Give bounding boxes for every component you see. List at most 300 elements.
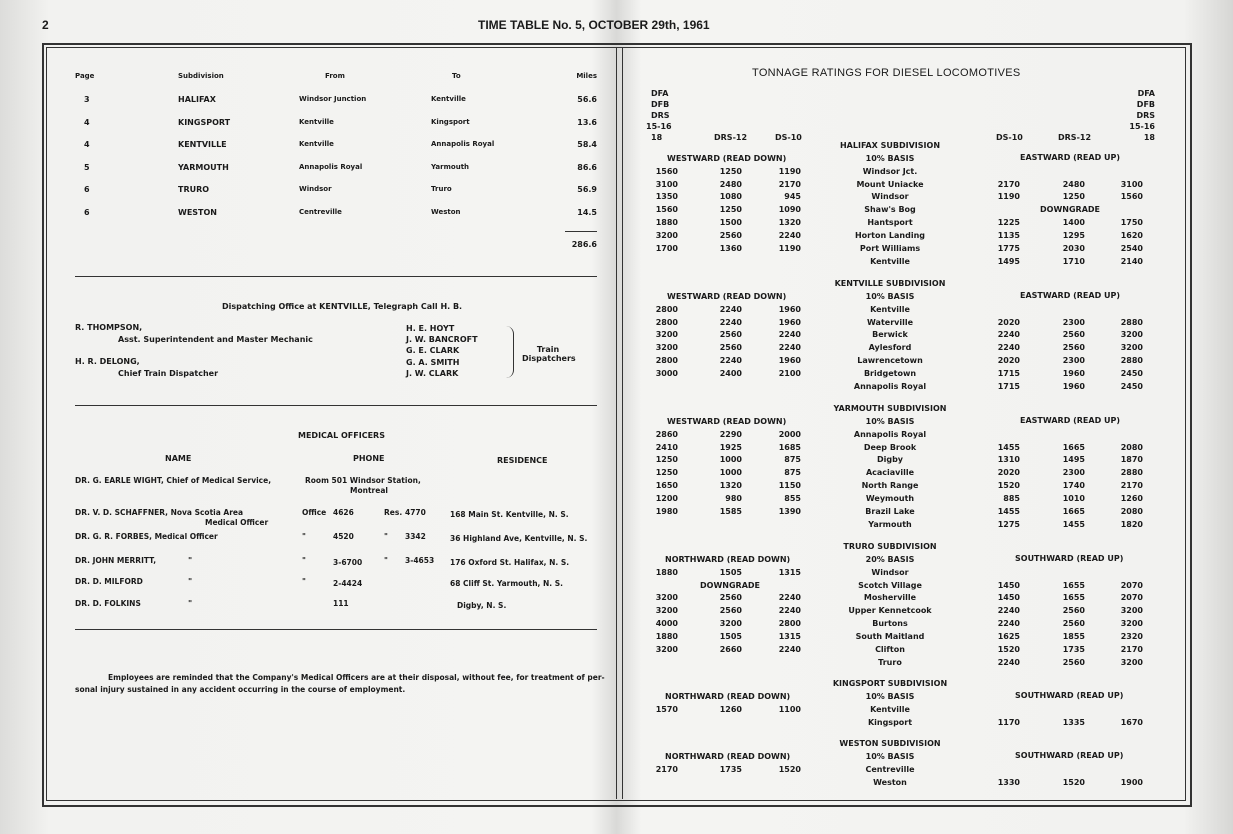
column-header: Subdivision [178, 72, 224, 80]
medical-officer-name: DR. JOHN MERRITT, [75, 556, 157, 565]
tonnage-value: 1925 [719, 442, 742, 452]
table-cell-subdivision: KINGSPORT [178, 117, 231, 127]
tonnage-value: 1560 [655, 205, 678, 215]
table-cell-to: Truro [431, 185, 452, 193]
tonnage-value: 2560 [1062, 606, 1085, 616]
medical-title: MEDICAL OFFICERS [298, 431, 385, 440]
tonnage-value: 1250 [655, 468, 678, 478]
officer-name: H. R. DELONG, [75, 357, 140, 366]
tonnage-value: 2030 [1062, 243, 1085, 253]
column-header: From [325, 72, 345, 80]
tonnage-value: 2450 [1120, 368, 1143, 378]
tonnage-value: 2800 [655, 356, 678, 366]
station-name: Berwick [872, 330, 908, 340]
tonnage-value: 2560 [1062, 330, 1085, 340]
tonnage-value: 1010 [1062, 493, 1085, 503]
phone-location: Room 501 Windsor Station, [305, 476, 421, 485]
dispatcher-name: H. E. HOYT [406, 324, 455, 333]
loco-class-label: DFB [1136, 100, 1155, 109]
tonnage-value: 1775 [997, 243, 1020, 253]
tonnage-value: 2560 [1062, 343, 1085, 353]
basis-label: 10% BASIS [865, 691, 915, 701]
tonnage-value: 1350 [655, 192, 678, 202]
tonnage-value: 1190 [778, 243, 801, 253]
tonnage-value: 3200 [655, 644, 678, 654]
tonnage-value: 1520 [778, 764, 801, 774]
tonnage-value: 2070 [1120, 593, 1143, 603]
table-cell-subdivision: HALIFAX [178, 95, 216, 104]
tonnage-value: 2880 [1120, 317, 1143, 327]
tonnage-value: 2880 [1120, 356, 1143, 366]
tonnage-value: 1295 [1062, 230, 1085, 240]
tonnage-value: 2560 [1062, 657, 1085, 667]
medical-header-phone: PHONE [353, 454, 385, 463]
tonnage-value: 1960 [1062, 381, 1085, 391]
tonnage-value: 1000 [719, 455, 742, 465]
tonnage-value: 3200 [1120, 657, 1143, 667]
table-cell-miles: 58.4 [577, 140, 597, 149]
tonnage-value: 1450 [997, 593, 1020, 603]
station-name: Weston [873, 777, 907, 787]
tonnage-value: 1665 [1062, 506, 1085, 516]
tonnage-value: 1335 [1062, 717, 1085, 727]
phone-label: " [302, 532, 306, 541]
tonnage-value: 1880 [655, 218, 678, 228]
tonnage-value: 2800 [655, 304, 678, 314]
tonnage-value: 1200 [655, 493, 678, 503]
tonnage-value: 2800 [655, 317, 678, 327]
basis-label: 10% BASIS [865, 416, 915, 426]
loco-class-label: 15-16 [1129, 122, 1155, 131]
tonnage-value: 2080 [1120, 442, 1143, 452]
dispatcher-brace [505, 326, 514, 378]
column-header: DS-10 [996, 133, 1023, 142]
residence-phone-label: Res. [384, 508, 403, 517]
tonnage-value: 875 [784, 455, 801, 465]
tonnage-value: 2560 [719, 343, 742, 353]
column-header: DS-10 [775, 133, 802, 142]
tonnage-value: 1500 [719, 218, 742, 228]
tonnage-value: 1880 [655, 567, 678, 577]
medical-notice: Employees are reminded that the Company's Medical Officers are at their disposal, without fee, for treatment of per- [108, 673, 605, 682]
tonnage-value: 1655 [1062, 593, 1085, 603]
loco-class-label: DFB [651, 100, 670, 109]
station-name: Port Williams [859, 243, 921, 253]
tonnage-value: 3200 [719, 619, 742, 629]
tonnage-value: 3200 [1120, 343, 1143, 353]
tonnage-value: 2480 [719, 179, 742, 189]
tonnage-value: 2170 [1120, 644, 1143, 654]
tonnage-value: 1260 [719, 704, 742, 714]
table-cell-miles: 14.5 [577, 207, 597, 217]
tonnage-value: 2100 [778, 368, 801, 378]
direction-heading: EASTWARD (READ UP) [1020, 290, 1121, 300]
medical-header-name: NAME [165, 454, 192, 463]
tonnage-value: 2240 [778, 343, 801, 353]
direction-heading: EASTWARD (READ UP) [1020, 152, 1121, 162]
tonnage-value: 4000 [655, 619, 678, 629]
residence-phone-label: " [384, 556, 388, 565]
tonnage-value: 1520 [997, 644, 1020, 654]
direction-heading: NORTHWARD (READ DOWN) [665, 752, 791, 762]
table-cell-miles: 56.6 [577, 95, 597, 104]
tonnage-value: 2240 [719, 317, 742, 327]
residence-phone: 3342 [405, 532, 426, 541]
loco-class-label: 15-16 [646, 122, 672, 131]
dispatchers-label: Train [536, 345, 560, 354]
station-name: Hantsport [867, 218, 913, 228]
tonnage-value: 1190 [997, 192, 1020, 202]
column-header: DRS-12 [1058, 133, 1092, 142]
tonnage-value: 1275 [997, 519, 1020, 529]
station-name: Bridgetown [863, 368, 917, 378]
tonnage-value: 2240 [997, 343, 1020, 353]
tonnage-value: 2290 [719, 429, 742, 439]
tonnage-value: 3200 [655, 230, 678, 240]
table-cell-page: 5 [84, 162, 90, 172]
station-name: Kingsport [867, 717, 913, 727]
subdivision-name: HALIFAX SUBDIVISION [839, 141, 941, 150]
tonnage-value: 1360 [719, 243, 742, 253]
officer-name: R. THOMPSON, [75, 323, 143, 332]
section-rule-3 [75, 629, 597, 630]
tonnage-value: 1330 [997, 777, 1020, 787]
tonnage-value: 1520 [1062, 777, 1085, 787]
tonnage-value: 1080 [719, 192, 742, 202]
tonnage-value: 1585 [719, 506, 742, 516]
tonnage-value: 1320 [778, 218, 801, 228]
station-name: Digby [876, 455, 904, 465]
station-name: Shaw's Bog [864, 205, 916, 215]
station-name: Mosherville [863, 593, 917, 603]
tonnage-value: 2560 [719, 330, 742, 340]
medical-officer-name: DR. D. FOLKINS [75, 599, 141, 608]
direction-heading: NORTHWARD (READ DOWN) [665, 692, 791, 702]
tonnage-value: 2240 [997, 619, 1020, 629]
tonnage-value: 1315 [778, 631, 801, 641]
phone-label: " [302, 577, 306, 586]
tonnage-value: 2800 [778, 619, 801, 629]
station-name: Yarmouth [868, 519, 912, 529]
table-cell-to: Kentville [431, 95, 466, 103]
tonnage-value: 2240 [997, 330, 1020, 340]
basis-label: 10% BASIS [865, 153, 915, 163]
tonnage-value: 2240 [997, 606, 1020, 616]
tonnage-value: 1960 [778, 304, 801, 314]
tonnage-value: 1190 [778, 166, 801, 176]
table-cell-to: Annapolis Royal [431, 140, 495, 148]
tonnage-value: 1570 [655, 704, 678, 714]
tonnage-value: 3200 [655, 593, 678, 603]
tonnage-value: 2170 [997, 179, 1020, 189]
table-cell-from: Annapolis Royal [299, 162, 363, 171]
station-name: Horton Landing [854, 230, 926, 240]
table-cell-from: Centreville [299, 207, 342, 216]
column-header: Miles [576, 72, 597, 80]
station-name: Waterville [867, 317, 913, 327]
tonnage-value: 1880 [655, 631, 678, 641]
tonnage-value: 3200 [655, 606, 678, 616]
tonnage-value: 1390 [778, 506, 801, 516]
table-cell-page: 6 [84, 185, 90, 194]
table-cell-page: 4 [84, 117, 90, 127]
station-name: Windsor [871, 192, 909, 202]
tonnage-value: 2860 [655, 429, 678, 439]
station-name: Kentville [870, 704, 910, 714]
tonnage-value: 2170 [655, 764, 678, 774]
phone-number: 3-6700 [333, 558, 363, 567]
tonnage-value: 2000 [778, 429, 801, 439]
direction-heading: SOUTHWARD (READ UP) [1015, 750, 1124, 760]
tonnage-value: 1855 [1062, 631, 1085, 641]
basis-label: 10% BASIS [865, 751, 915, 761]
station-name: Acaciaville [865, 468, 915, 478]
tonnage-value: 2320 [1120, 631, 1143, 641]
basis-label: 10% BASIS [865, 291, 915, 301]
medical-officer-name: DR. D. MILFORD [75, 577, 143, 586]
dispatcher-name: G. E. CLARK [406, 346, 460, 356]
tonnage-value: 2300 [1062, 356, 1085, 366]
medical-officer-name: DR. G. R. FORBES, Medical Officer [75, 532, 218, 541]
station-name: Weymouth [865, 493, 915, 503]
tonnage-value: 1495 [1062, 455, 1085, 465]
tonnage-value: 1455 [997, 442, 1020, 452]
dispatcher-name: J. W. BANCROFT [406, 335, 478, 345]
table-cell-page: 3 [84, 95, 90, 104]
tonnage-value: 2560 [719, 606, 742, 616]
loco-class-label: DRS [651, 111, 670, 120]
tonnage-value: 2240 [778, 606, 801, 616]
tonnage-value: 2240 [719, 356, 742, 366]
column-header: Page [75, 72, 95, 80]
tonnage-value: 2020 [997, 317, 1020, 327]
tonnage-value: 1670 [1120, 717, 1143, 727]
loco-class-label: 18 [1143, 133, 1155, 142]
tonnage-value: 1820 [1120, 519, 1143, 529]
tonnage-value: 1620 [1120, 230, 1143, 240]
table-cell-miles: 13.6 [577, 117, 597, 127]
station-name: Annapolis Royal [853, 381, 927, 391]
miles-total: 286.6 [571, 240, 597, 249]
tonnage-value: 1450 [997, 580, 1020, 590]
tonnage-value: 1310 [997, 455, 1020, 465]
tonnage-value: 3100 [1120, 179, 1143, 189]
table-cell-from: Kentville [299, 117, 334, 126]
tonnage-value: 2300 [1062, 317, 1085, 327]
tonnage-value: 1960 [778, 356, 801, 366]
tonnage-title: TONNAGE RATINGS FOR DIESEL LOCOMOTIVES [752, 67, 1021, 79]
table-cell-from: Windsor [299, 185, 332, 193]
station-name: Annapolis Royal [853, 429, 927, 439]
tonnage-value: 980 [725, 493, 742, 503]
tonnage-value: 2560 [719, 593, 742, 603]
tonnage-value: 1715 [997, 381, 1020, 391]
phone-location: Montreal [350, 486, 388, 495]
tonnage-value: 945 [784, 192, 801, 202]
tonnage-value: 2240 [778, 330, 801, 340]
direction-heading: SOUTHWARD (READ UP) [1015, 690, 1124, 700]
tonnage-value: 1135 [997, 230, 1020, 240]
ditto-mark: " [188, 577, 193, 586]
tonnage-value: 1100 [778, 704, 801, 714]
subdivision-name: KENTVILLE SUBDIVISION [834, 279, 946, 288]
phone-number: 4626 [333, 508, 354, 517]
tonnage-value: 1735 [1062, 644, 1085, 654]
tonnage-value: 1520 [997, 481, 1020, 491]
tonnage-value: 1750 [1120, 218, 1143, 228]
tonnage-value: 1560 [655, 166, 678, 176]
tonnage-value: 3200 [655, 330, 678, 340]
station-name: Brazil Lake [865, 506, 915, 516]
tonnage-value: 885 [1003, 493, 1020, 503]
subdivision-name: TRURO SUBDIVISION [843, 542, 937, 551]
station-name: Kentville [870, 304, 910, 314]
tonnage-value: 1455 [997, 506, 1020, 516]
tonnage-value: 1315 [778, 567, 801, 577]
tonnage-value: 3200 [1120, 619, 1143, 629]
medical-officer-title: Medical Officer [205, 518, 269, 527]
tonnage-value: 1560 [1120, 192, 1143, 202]
station-name: Aylesford [868, 343, 912, 353]
table-cell-subdivision: WESTON [178, 207, 218, 217]
residence-phone: 4770 [405, 508, 426, 517]
page-title: TIME TABLE No. 5, OCTOBER 29th, 1961 [478, 18, 710, 32]
tonnage-value: 2240 [778, 230, 801, 240]
tonnage-value: 2240 [778, 593, 801, 603]
residence-phone-label: " [384, 532, 388, 541]
phone-number: 111 [333, 599, 349, 608]
center-divider [616, 47, 623, 799]
tonnage-value: 1960 [1062, 368, 1085, 378]
tonnage-value: 1625 [997, 631, 1020, 641]
phone-label: Office [302, 508, 327, 517]
phone-number: 4520 [333, 532, 354, 541]
direction-heading: NORTHWARD (READ DOWN) [665, 555, 791, 565]
station-name: Clifton [875, 644, 905, 654]
subdivision-name: KINGSPORT SUBDIVISION [832, 679, 948, 688]
medical-officer-name: DR. V. D. SCHAFFNER, Nova Scotia Area [75, 508, 244, 517]
phone-label: " [302, 556, 306, 565]
tonnage-value: 3200 [655, 343, 678, 353]
tonnage-value: 2410 [655, 442, 678, 452]
tonnage-value: 855 [784, 493, 801, 503]
tonnage-value: 1400 [1062, 218, 1085, 228]
tonnage-value: 1250 [655, 455, 678, 465]
table-cell-page: 4 [84, 140, 90, 149]
medical-header-residence: RESIDENCE [497, 456, 548, 465]
tonnage-value: 3200 [1120, 606, 1143, 616]
page-number: 2 [42, 18, 49, 32]
station-name: Windsor [871, 567, 909, 577]
tonnage-value: 3200 [1120, 330, 1143, 340]
direction-heading: WESTWARD (READ DOWN) [667, 154, 787, 164]
table-cell-miles: 86.6 [577, 162, 597, 172]
tonnage-value: 1260 [1120, 493, 1143, 503]
dispatcher-name: G. A. SMITH [406, 357, 460, 367]
tonnage-value: 2070 [1120, 580, 1143, 590]
tonnage-value: 2560 [1062, 619, 1085, 629]
tonnage-value: 1090 [778, 205, 801, 215]
ditto-mark: " [188, 556, 193, 565]
tonnage-value: 2400 [719, 368, 742, 378]
direction-heading: EASTWARD (READ UP) [1020, 415, 1121, 425]
tonnage-value: 2170 [1120, 481, 1143, 491]
table-cell-subdivision: TRURO [178, 185, 210, 194]
tonnage-value: 1250 [1062, 192, 1085, 202]
tonnage-value: 3000 [655, 368, 678, 378]
tonnage-value: 1980 [655, 506, 678, 516]
downgrade-label: DOWNGRADE [1040, 205, 1100, 215]
station-name: North Range [861, 481, 919, 491]
tonnage-value: 1665 [1062, 442, 1085, 452]
station-name: South Maitland [855, 631, 925, 641]
direction-heading: WESTWARD (READ DOWN) [667, 417, 787, 427]
tonnage-value: 2240 [778, 644, 801, 654]
medical-notice: sonal injury sustained in any accident occurring in the course of employment. [75, 685, 406, 694]
tonnage-value: 1250 [719, 166, 742, 176]
basis-label: 20% BASIS [865, 554, 915, 564]
total-rule [565, 231, 597, 232]
station-name: Lawrencetown [857, 356, 923, 366]
tonnage-value: 1710 [1062, 256, 1085, 266]
table-cell-subdivision: YARMOUTH [178, 162, 229, 172]
station-name: Mount Uniacke [856, 179, 924, 189]
tonnage-value: 2540 [1120, 243, 1143, 253]
tonnage-value: 1960 [778, 317, 801, 327]
tonnage-value: 1870 [1120, 455, 1143, 465]
tonnage-value: 1455 [1062, 519, 1085, 529]
officer-role: Asst. Superintendent and Master Mechanic [118, 335, 313, 344]
tonnage-value: 2020 [997, 356, 1020, 366]
residence-address: 168 Main St. Kentville, N. S. [450, 510, 569, 519]
tonnage-value: 1735 [719, 764, 742, 774]
tonnage-value: 1505 [719, 631, 742, 641]
tonnage-value: 2240 [719, 304, 742, 314]
subdivision-name: YARMOUTH SUBDIVISION [833, 404, 947, 413]
dispatching-title: Dispatching Office at KENTVILLE, Telegraph Call H. B. [222, 302, 463, 311]
phone-number: 2-4424 [333, 579, 363, 588]
tonnage-value: 1715 [997, 368, 1020, 378]
tonnage-value: 1495 [997, 256, 1020, 266]
tonnage-value: 2450 [1120, 381, 1143, 391]
station-name: Truro [878, 657, 902, 667]
column-header: DRS-12 [714, 133, 748, 142]
tonnage-value: 1685 [778, 442, 801, 452]
tonnage-value: 3100 [655, 179, 678, 189]
tonnage-value: 1170 [997, 717, 1020, 727]
tonnage-value: 1225 [997, 218, 1020, 228]
loco-class-label: DFA [1137, 89, 1155, 98]
station-name: Burtons [872, 619, 908, 629]
tonnage-value: 2240 [997, 657, 1020, 667]
station-name: Windsor Jct. [862, 166, 918, 176]
loco-class-label: 18 [651, 133, 663, 142]
tonnage-value: 1655 [1062, 580, 1085, 590]
residence-address: 68 Cliff St. Yarmouth, N. S. [450, 579, 564, 588]
station-name: Kentville [870, 256, 910, 266]
table-cell-page: 6 [84, 207, 90, 217]
section-rule-1 [75, 276, 597, 277]
residence-phone: 3-4653 [405, 556, 435, 565]
subdivision-name: WESTON SUBDIVISION [839, 739, 941, 748]
ditto-mark: " [188, 599, 193, 608]
table-cell-to: Weston [431, 207, 461, 216]
loco-class-label: DRS [1136, 111, 1155, 120]
officer-role: Chief Train Dispatcher [118, 369, 219, 378]
tonnage-value: 1900 [1120, 777, 1143, 787]
tonnage-value: 875 [784, 468, 801, 478]
station-name: Scotch Village [858, 580, 922, 590]
